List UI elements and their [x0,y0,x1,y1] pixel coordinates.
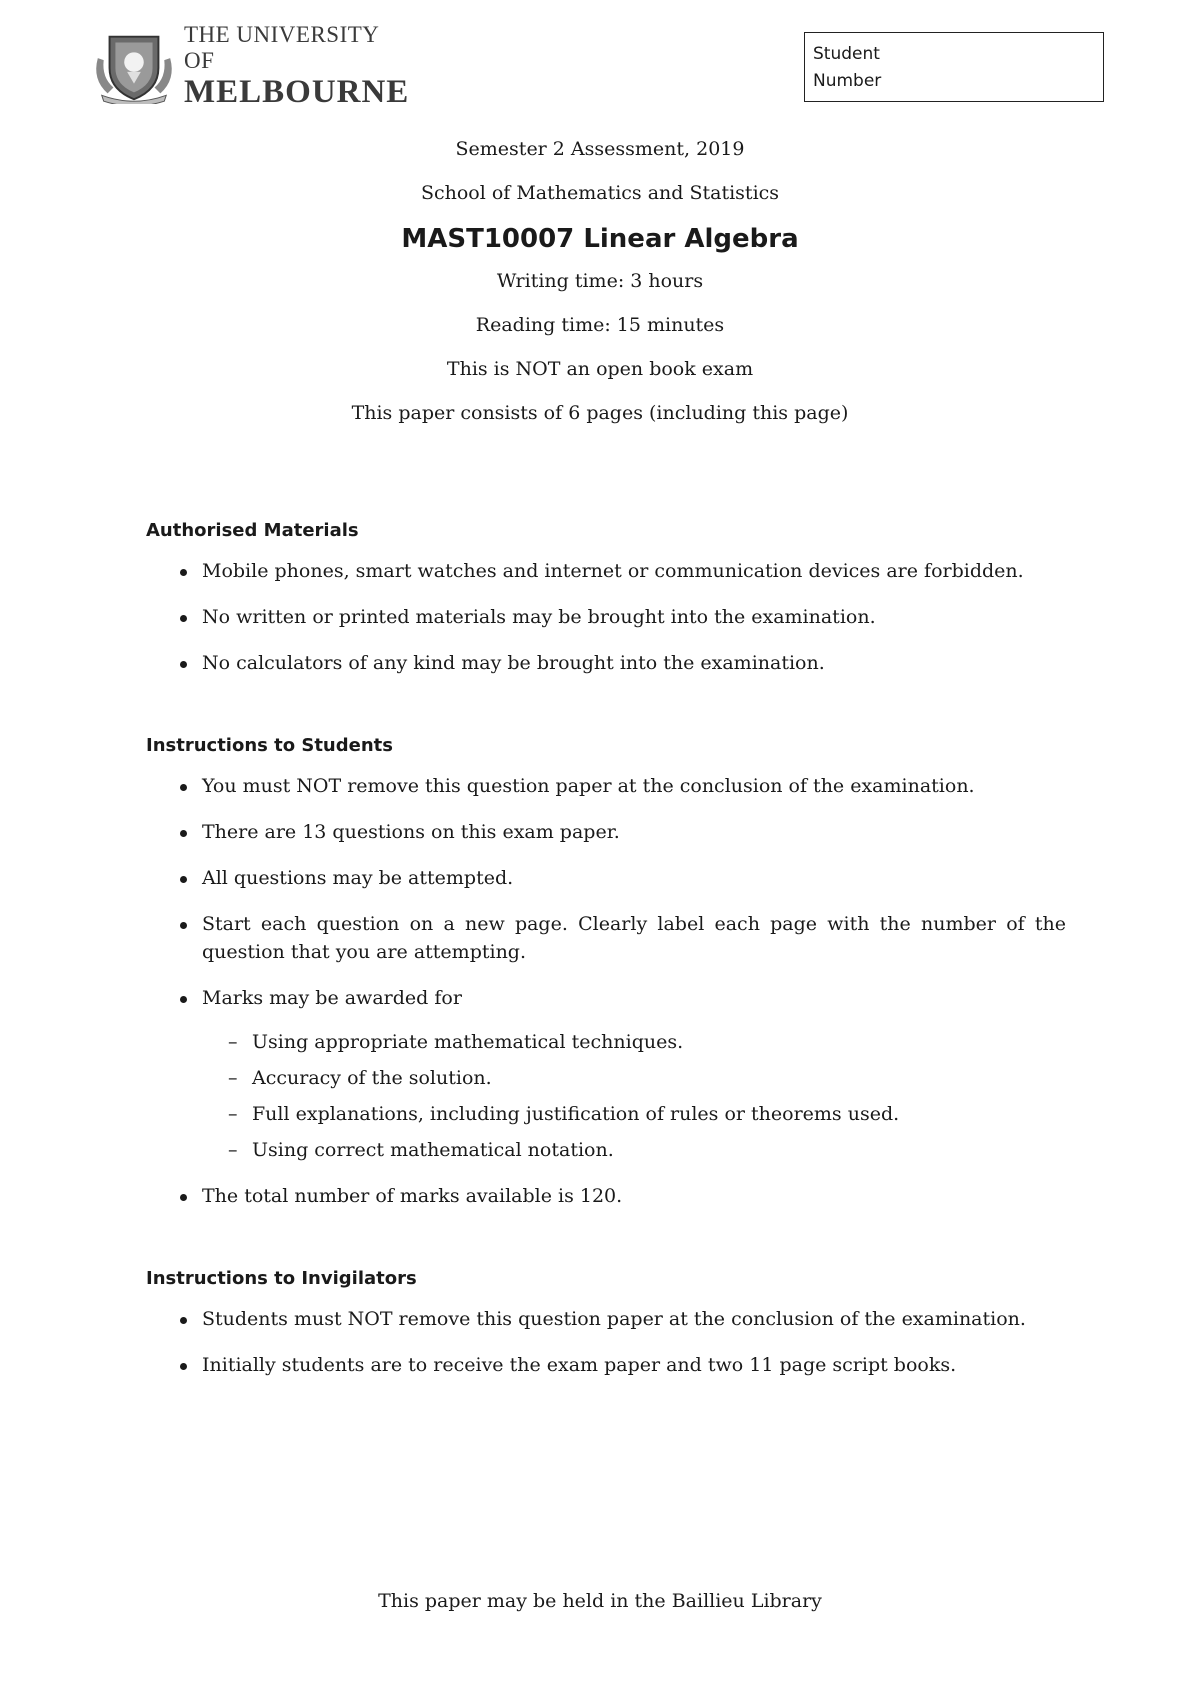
list-item: Mobile phones, smart watches and internet or communication devices are forbidden. [146,557,1066,585]
instructions-students-section [146,735,1066,1228]
sub-list-item: – Accuracy of the solution. [228,1067,492,1089]
university-crest-icon [90,28,178,104]
bullet-icon [180,1194,187,1201]
open-book-notice: This is NOT an open book exam [446,358,754,380]
writing-time: Writing time: 3 hours [496,270,704,292]
bullet-icon [180,615,187,622]
section-heading: Instructions to Invigilators [146,1268,417,1289]
list-item: You must NOT remove this question paper at the conclusion of the examination. [146,772,1066,800]
bullet-icon [180,1363,187,1370]
student-number-box[interactable] [804,32,1104,102]
logo-line-2: MELBOURNE [183,74,410,110]
list-item: The total number of marks available is 120. [146,1182,1066,1210]
course-title: MAST10007 Linear Algebra [401,224,799,254]
section-heading: Authorised Materials [146,520,359,541]
exam-header [0,134,1200,442]
bullet-icon [180,830,187,837]
university-logo [90,22,410,110]
logo-wordmark [184,22,410,110]
library-footer: This paper may be held in the Baillieu Library [378,1590,822,1612]
bullet-icon [180,996,187,1003]
list-item: There are 13 questions on this exam paper. [146,818,1066,846]
school-line: School of Mathematics and Statistics [420,182,780,204]
list-item: Marks may be awarded for – Using appropriate mathematical techniques. – Accuracy of the solution. – Full explanations, including justification of rules or theorems used. – Using correct mathematical notation. [146,984,1066,1164]
logo-line-1: THE UNIVERSITY OF [183,22,379,73]
bullet-icon [180,922,187,929]
authorised-materials-section [146,520,1066,695]
student-label: Student [813,44,880,64]
list-item: All questions may be attempted. [146,864,1066,892]
page-count: This paper consists of 6 pages (including this page) [351,402,849,424]
list-item: Initially students are to receive the exam paper and two 11 page script books. [146,1351,1066,1379]
bullet-icon [180,784,187,791]
list-item: Students must NOT remove this question paper at the conclusion of the examination. [146,1305,1066,1333]
list-item: No written or printed materials may be brought into the examination. [146,603,1066,631]
list-item: No calculators of any kind may be brought into the examination. [146,649,1066,677]
semester-line: Semester 2 Assessment, 2019 [455,138,745,160]
section-heading: Instructions to Students [146,735,393,756]
number-label: Number [813,71,882,91]
bullet-icon [180,876,187,883]
bullet-icon [180,569,187,576]
instructions-invigilators-section [146,1268,1066,1397]
sub-list-item: – Full explanations, including justification of rules or theorems used. [228,1103,900,1125]
list-item: Start each question on a new page. Clearly label each page with the number of the question that you are attempting. [146,910,1066,966]
sub-list-item: – Using correct mathematical notation. [228,1139,614,1161]
bullet-icon [180,661,187,668]
bullet-icon [180,1317,187,1324]
sub-list-item: – Using appropriate mathematical techniques. [228,1031,684,1053]
reading-time: Reading time: 15 minutes [475,314,725,336]
